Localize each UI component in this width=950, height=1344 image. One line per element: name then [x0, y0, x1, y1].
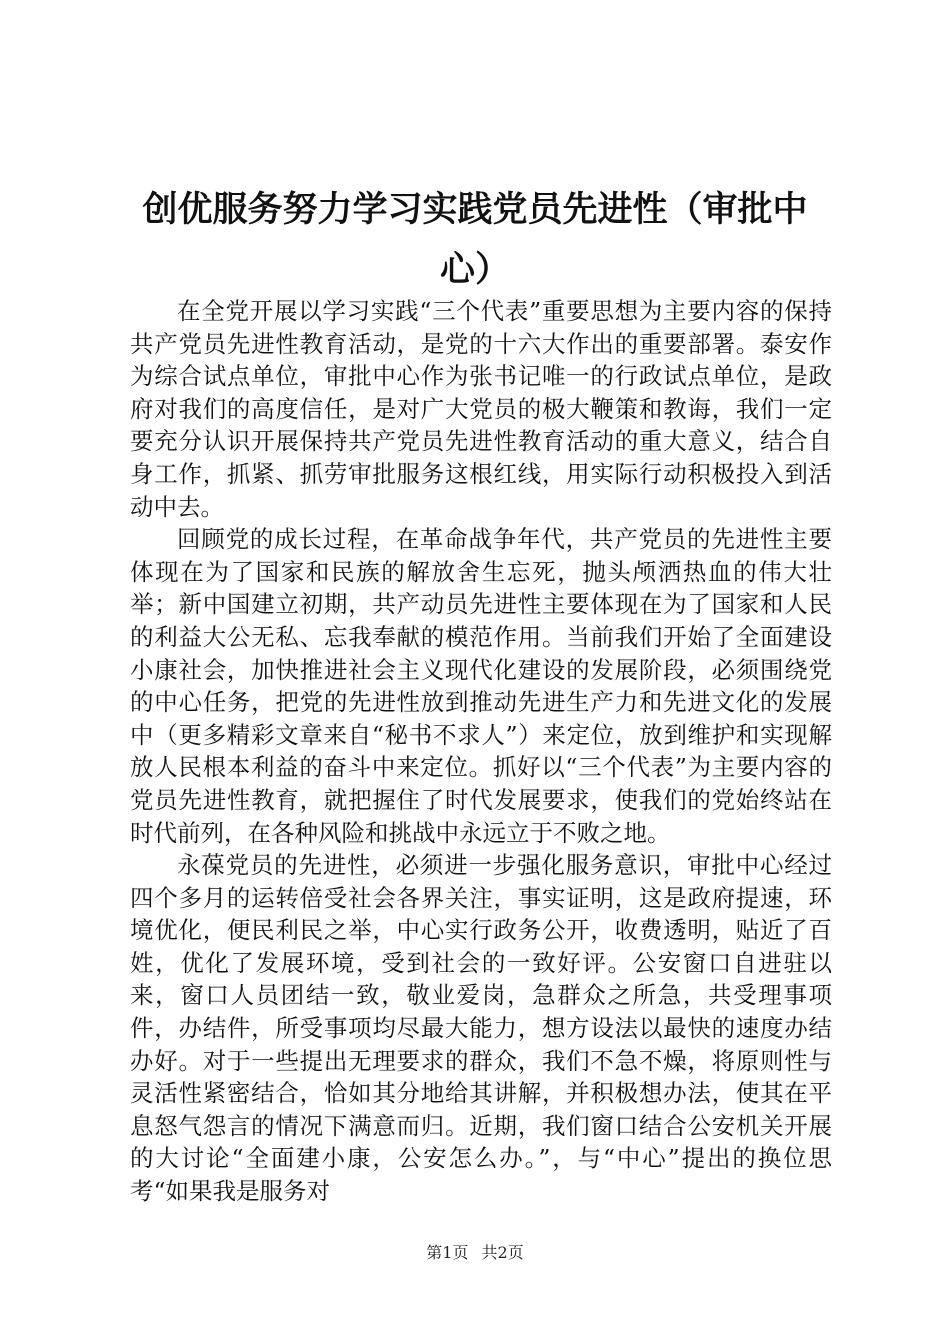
- paragraph-2: 回顾党的成长过程，在革命战争年代，共产党员的先进性主要体现在为了国家和民族的解放舍生忘死，抛头颅洒热血的伟大壮举；新中国建立初期，共产动员先进性主要体现在为了国家和人民的利益大公无私、忘我奉献的模范作用。当前我们开始了全面建设小康社会，加快推进社会主义现代化建设的发展阶段，必须围绕党的中心任务，把党的先进性放到推动先进生产力和先进文化的发展中（更多精彩文章来自“秘书不求人”）来定位，放到维护和实现解放人民根本利益的奋斗中来定位。抓好以“三个代表”为主要内容的党员先进性教育，就把握住了时代发展要求，使我们的党始终站在时代前列，在各种风险和挑战中永远立于不败之地。: [130, 525, 832, 847]
- page-number-total: 共2页: [481, 1243, 524, 1262]
- paragraph-3: 永葆党员的先进性，必须进一步强化服务意识，审批中心经过四个多月的运转倍受社会各界关注，事实证明，这是政府提速，环境优化，便民利民之举，中心实行政务公开，收费透明，贴近了百姓，优化了发展环境，受到社会的一致好评。公安窗口自进驻以来，窗口人员团结一致，敬业爱岗，急群众之所急，共受理事项件，办结件，所受事项均尽最大能力，想方设法以最快的速度办结办好。对于一些提出无理要求的群众，我们不急不燥，将原则性与灵活性紧密结合，恰如其分地给其讲解，并积极想办法，使其在平息怒气怨言的情况下满意而归。近期，我们窗口结合公安机关开展的大讨论“全面建小康，公安怎么办。”，与“中心”提出的换位思考“如果我是服务对: [130, 851, 832, 1206]
- document-body: [130, 295, 832, 1208]
- document-title: 创优服务努力学习实践党员先进性（审批中心）: [142, 189, 808, 290]
- paragraph-1: 在全党开展以学习实践“三个代表”重要思想为主要内容的保持共产党员先进性教育活动，是党的十六大作出的重要部署。泰安作为综合试点单位，审批中心作为张书记唯一的行政试点单位，是政府对我们的高度信任，是对广大党员的极大鞭策和教诲，我们一定要充分认识开展保持共产党员先进性教育活动的重大意义，结合自身工作，抓紧、抓劳审批服务这根红线，用实际行动积极投入到活动中去。: [130, 297, 832, 521]
- page-footer: [0, 1242, 950, 1264]
- page-number-current: 第1页: [426, 1243, 469, 1262]
